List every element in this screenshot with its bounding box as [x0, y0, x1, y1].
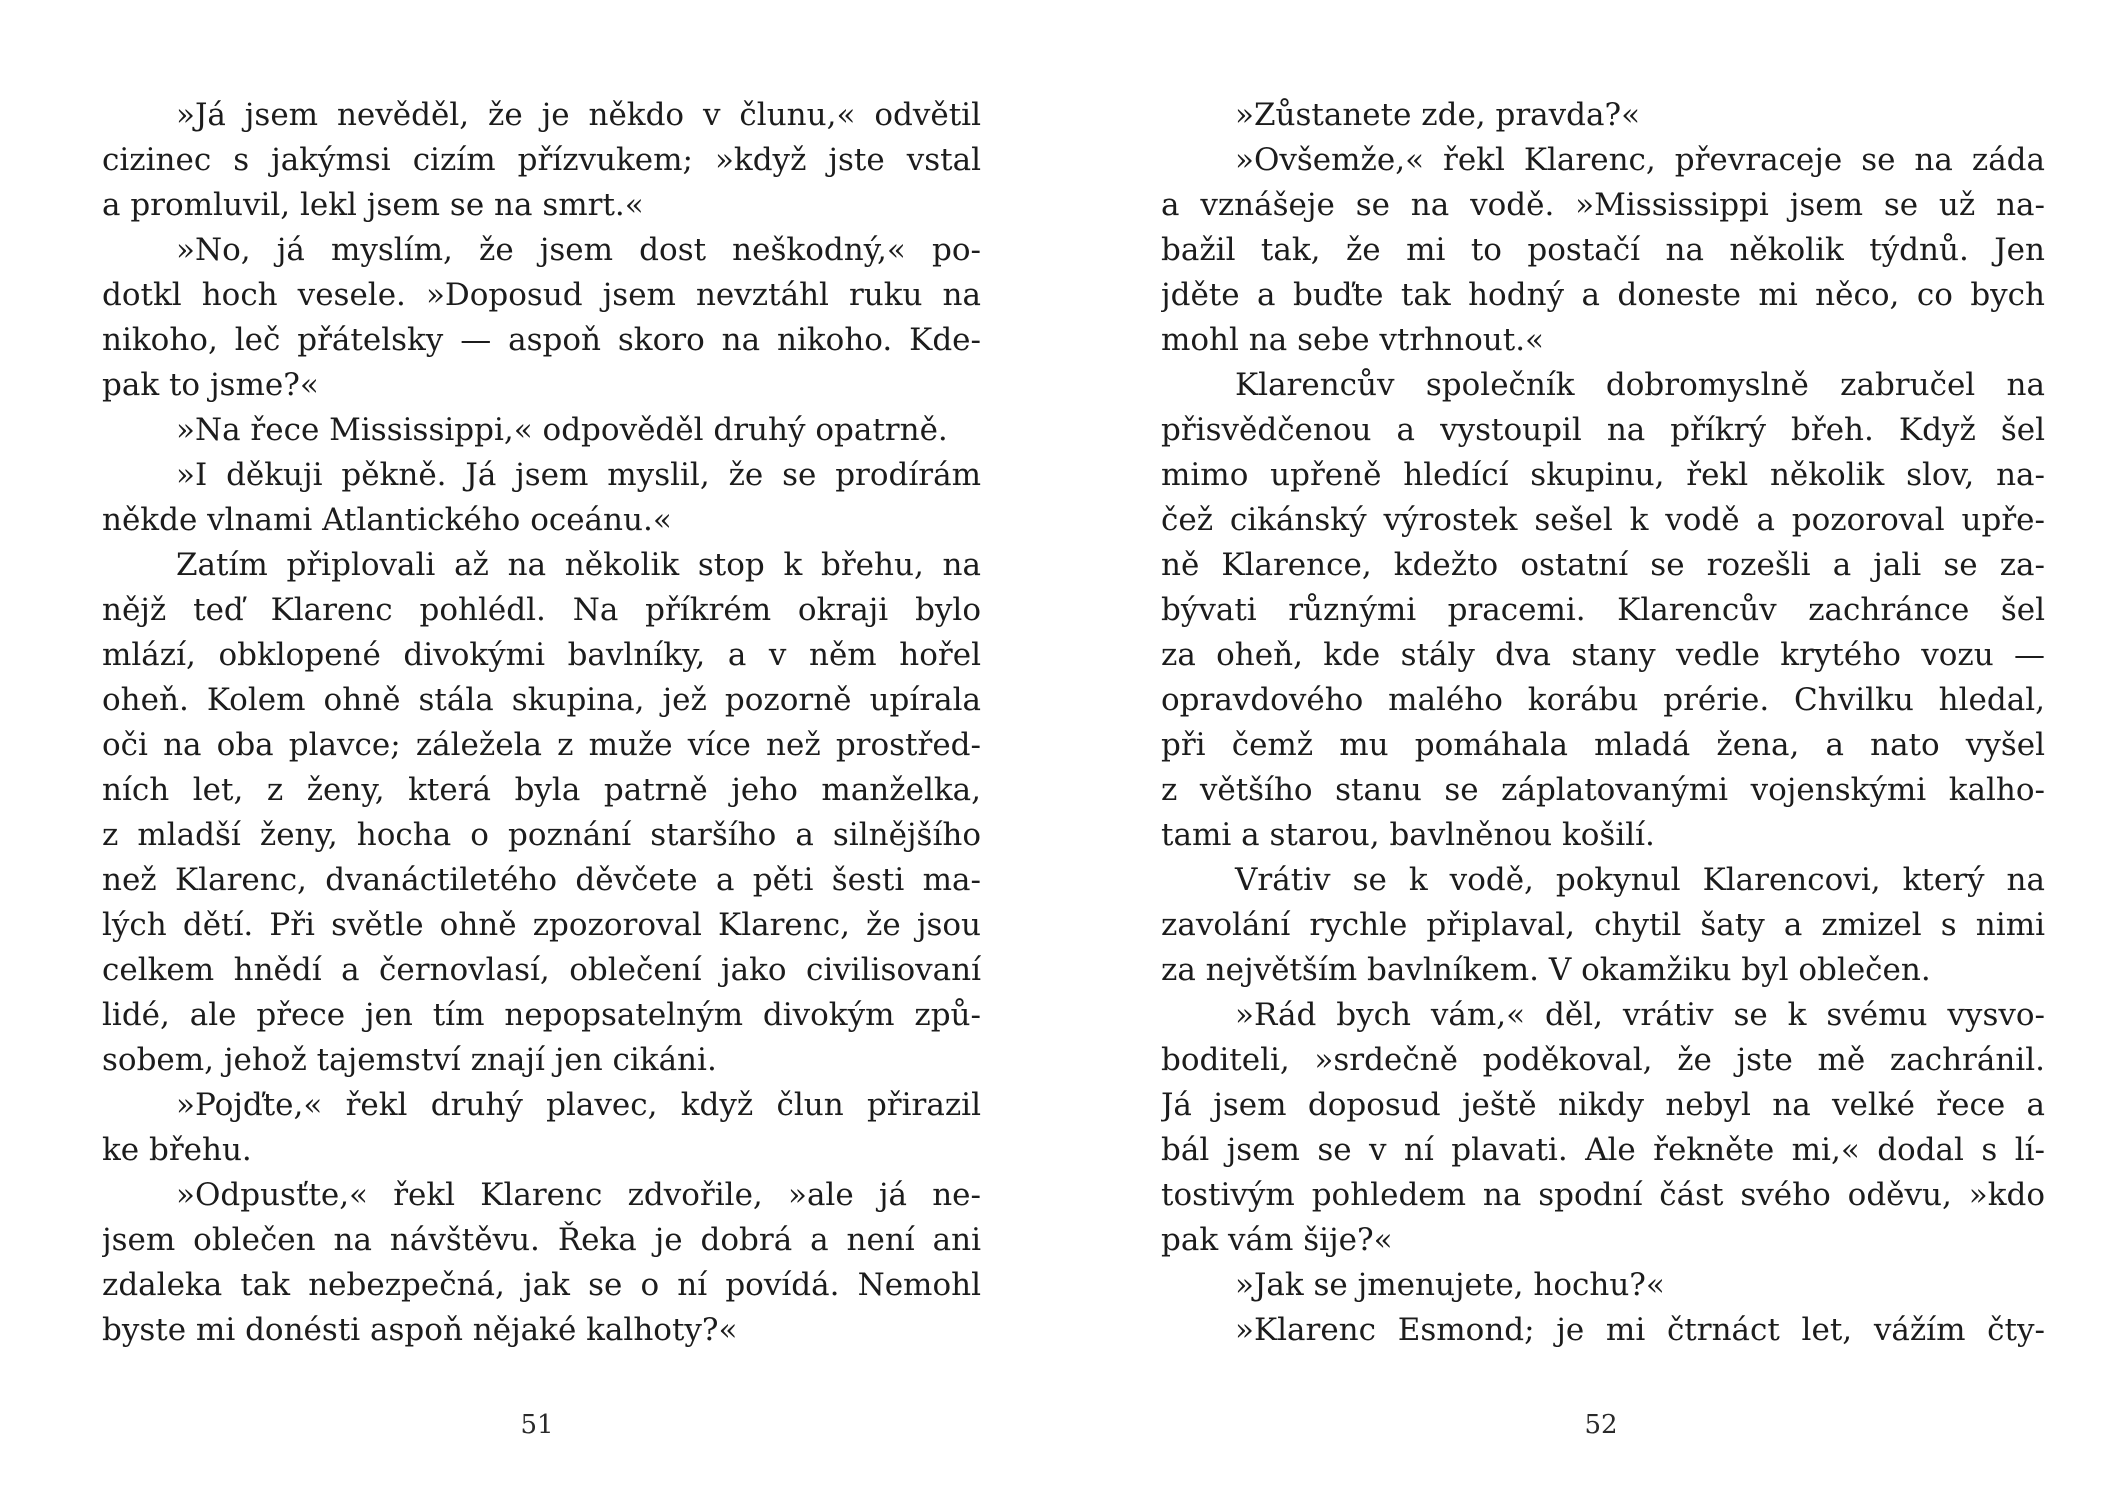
paragraph — [102, 543, 981, 1083]
text-line: pak to jsme?« — [102, 367, 319, 403]
text-line: »Já jsem nevěděl, že je někdo v člunu,« odvětil — [176, 97, 981, 133]
text-line: sobem, jehož tajemství znají jen cikáni. — [102, 1042, 717, 1078]
page-number: 51 — [520, 1410, 554, 1440]
text-line: ních let, z ženy, která byla patrně jeho manželka, — [102, 772, 981, 808]
text-line: bál jsem se v ní plavati. Ale řekněte mi,« dodal s lí- — [1161, 1132, 2045, 1168]
text-line: oheň. Kolem ohně stála skupina, jež pozorně upírala — [102, 682, 981, 718]
paragraph — [1161, 138, 2045, 363]
text-line: opravdového malého korábu prérie. Chvilku hledal, — [1161, 682, 2045, 718]
text-line: Já jsem doposud ještě nikdy nebyl na velké řece a — [1161, 1087, 2045, 1123]
text-line: ke břehu. — [102, 1132, 252, 1168]
text-line: z většího stanu se záplatovanými vojenskými kalho- — [1161, 772, 2045, 808]
text-line: Klarencův společník dobromyslně zabručel na — [1235, 367, 2045, 403]
text-line: jděte a buďte tak hodný a doneste mi něco, co bych — [1161, 277, 2045, 313]
page-number: 52 — [1584, 1410, 1618, 1440]
text-line: za oheň, kde stály dva stany vedle krytého vozu — — [1161, 637, 2045, 673]
text-line: někde vlnami Atlantického oceánu.« — [102, 502, 672, 538]
paragraph — [102, 93, 981, 228]
text-line: než Klarenc, dvanáctiletého děvčete a pěti šesti ma- — [102, 862, 981, 898]
paragraph — [102, 1173, 981, 1353]
right-page — [1059, 0, 2118, 1500]
text-line: čež cikánský výrostek sešel k vodě a pozoroval upře- — [1161, 502, 2045, 538]
paragraph — [1161, 93, 2045, 138]
paragraph — [1161, 993, 2045, 1263]
paragraph — [102, 408, 981, 453]
text-line: přisvědčenou a vystoupil na příkrý břeh. Když šel — [1161, 412, 2045, 448]
text-line: ně Klarence, kdežto ostatní se rozešli a jali se za- — [1161, 547, 2045, 583]
paragraph — [1161, 1263, 2045, 1308]
text-line: »No, já myslím, že jsem dost neškodný,« po- — [176, 232, 981, 268]
text-line: zavolání rychle připlaval, chytil šaty a zmizel s nimi — [1161, 907, 2045, 943]
paragraph — [1161, 858, 2045, 993]
text-line: cizinec s jakýmsi cizím přízvukem; »když jste vstal — [102, 142, 981, 178]
paragraph — [102, 228, 981, 408]
text-line: »Zůstanete zde, pravda?« — [1235, 97, 1641, 133]
text-line: dotkl hoch vesele. »Doposud jsem nevztáhl ruku na — [102, 277, 981, 313]
paragraph — [1161, 1308, 2045, 1353]
text-line: z mladší ženy, hocha o poznání staršího a silnějšího — [102, 817, 981, 853]
text-line: lidé, ale přece jen tím nepopsatelným divokým způ- — [102, 997, 981, 1033]
text-line: tostivým pohledem na spodní část svého oděvu, »kdo — [1161, 1177, 2045, 1213]
page-text-block — [1161, 93, 2045, 1353]
text-line: pak vám šije?« — [1161, 1222, 1393, 1258]
text-line: při čemž mu pomáhala mladá žena, a nato vyšel — [1161, 727, 2045, 763]
text-line: »Ovšemže,« řekl Klarenc, převraceje se na záda — [1235, 142, 2045, 178]
text-line: tami a starou, bavlněnou košilí. — [1161, 817, 1655, 853]
text-line: boditeli, »srdečně poděkoval, že jste mě zachránil. — [1161, 1042, 2045, 1078]
text-line: »Na řece Mississippi,« odpověděl druhý opatrně. — [176, 412, 948, 448]
text-line: Vrátiv se k vodě, pokynul Klarencovi, který na — [1235, 862, 2045, 898]
text-line: mohl na sebe vtrhnout.« — [1161, 322, 1545, 358]
text-line: byste mi donésti aspoň nějaké kalhoty?« — [102, 1312, 738, 1348]
text-line: bývati různými pracemi. Klarencův zachránce šel — [1161, 592, 2045, 628]
text-line: jsem oblečen na návštěvu. Řeka je dobrá a není ani — [102, 1222, 981, 1258]
text-line: a promluvil, lekl jsem se na smrt.« — [102, 187, 644, 223]
page-text-block — [102, 93, 981, 1353]
text-line: a vznášeje se na vodě. »Mississippi jsem se už na- — [1161, 187, 2045, 223]
text-line: bažil tak, že mi to postačí na několik týdnů. Jen — [1161, 232, 2045, 268]
text-line: »Jak se jmenujete, hochu?« — [1235, 1267, 1665, 1303]
text-line: nikoho, leč přátelsky — aspoň skoro na nikoho. Kde- — [102, 322, 981, 358]
paragraph — [1161, 363, 2045, 858]
text-line: za největším bavlníkem. V okamžiku byl oblečen. — [1161, 952, 1931, 988]
text-line: nějž teď Klarenc pohlédl. Na příkrém okraji bylo — [102, 592, 981, 628]
text-line: »I děkuji pěkně. Já jsem myslil, že se prodírám — [176, 457, 981, 493]
text-line: »Rád bych vám,« děl, vrátiv se k svému vysvo- — [1235, 997, 2045, 1033]
paragraph — [102, 1083, 981, 1173]
text-line: zdaleka tak nebezpečná, jak se o ní povídá. Nemohl — [102, 1267, 981, 1303]
text-line: »Klarenc Esmond; je mi čtrnáct let, vážím čty- — [1235, 1312, 2045, 1348]
text-line: celkem hnědí a černovlasí, oblečení jako civilisovaní — [102, 952, 981, 988]
text-line: Zatím připlovali až na několik stop k břehu, na — [176, 547, 981, 583]
text-line: »Pojďte,« řekl druhý plavec, když člun přirazil — [176, 1087, 981, 1123]
text-line: lých dětí. Při světle ohně zpozoroval Klarenc, že jsou — [102, 907, 981, 943]
text-line: »Odpusťte,« řekl Klarenc zdvořile, »ale já ne- — [176, 1177, 981, 1213]
text-line: mlází, obklopené divokými bavlníky, a v něm hořel — [102, 637, 981, 673]
text-line: mimo upřeně hledící skupinu, řekl několik slov, na- — [1161, 457, 2045, 493]
text-line: oči na oba plavce; záležela z muže více než prostřed- — [102, 727, 981, 763]
paragraph — [102, 453, 981, 543]
